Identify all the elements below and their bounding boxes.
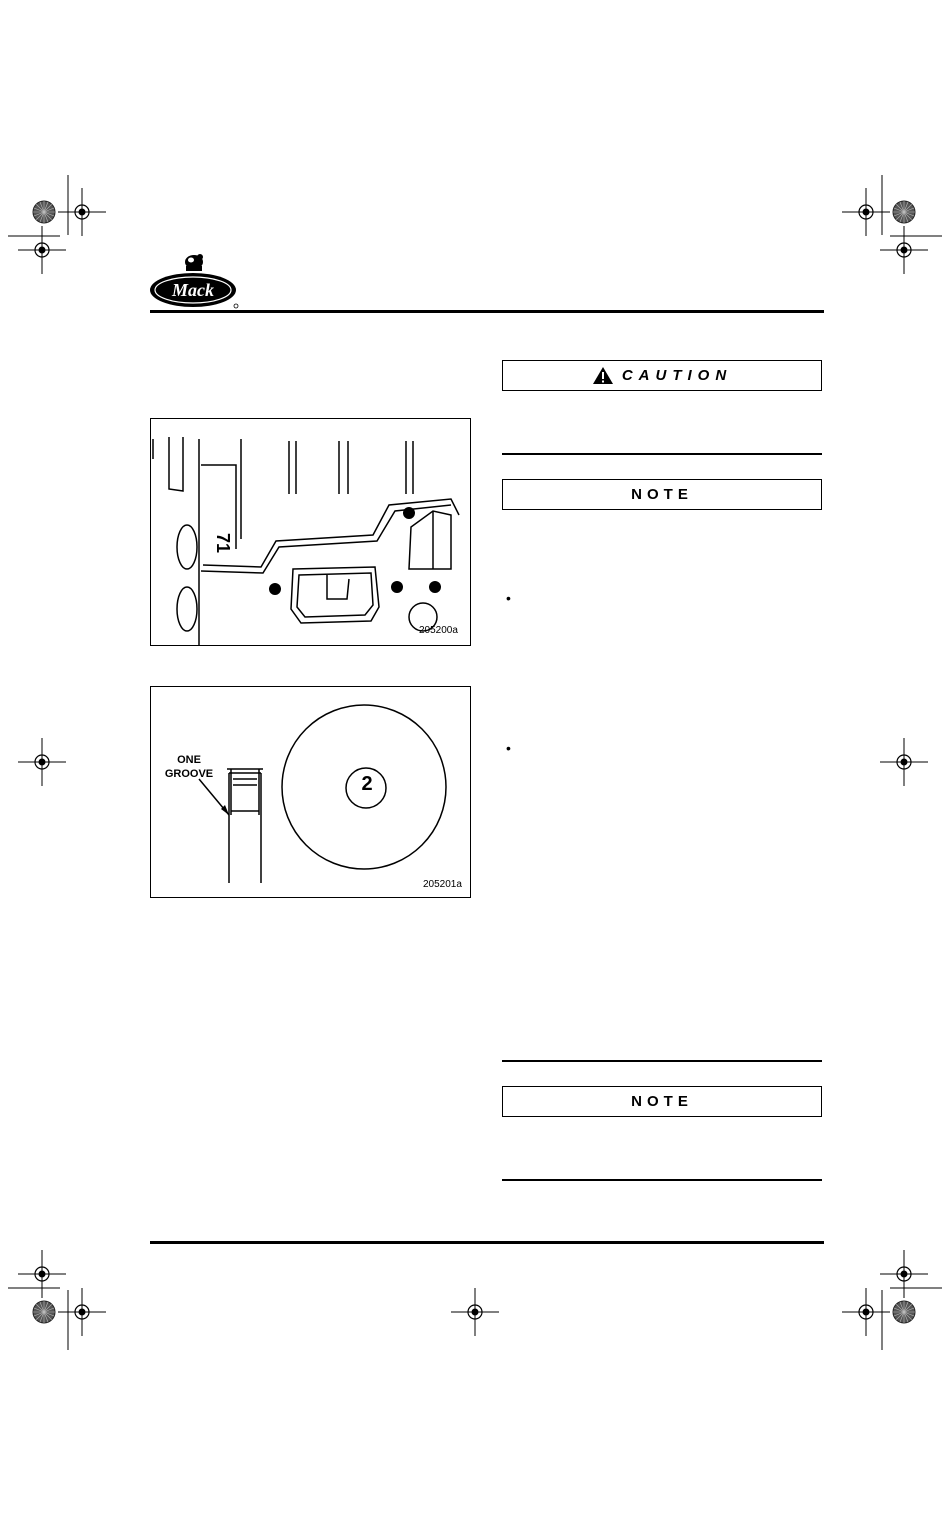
- caution-label: CAUTION: [621, 367, 733, 384]
- callout-line2: GROOVE: [164, 768, 214, 780]
- callout-label: [161, 753, 217, 781]
- warning-triangle-icon: [592, 366, 614, 385]
- note-label: NOTE: [631, 1093, 693, 1110]
- bullet: •: [506, 740, 511, 756]
- section-rule: [502, 1060, 822, 1062]
- figure-205201a: [150, 686, 471, 898]
- figure-code: 205201a: [423, 879, 462, 890]
- note-end-rule: [502, 1179, 822, 1181]
- bullet: •: [506, 590, 511, 606]
- svg-text:Mack: Mack: [172, 280, 214, 300]
- casting-marking: 71: [213, 533, 233, 554]
- figure-code: 205200a: [419, 625, 458, 636]
- footer-rule: [150, 1241, 824, 1244]
- callout-line1: ONE: [177, 754, 201, 766]
- caution-box: [502, 360, 822, 391]
- header-rule: [150, 310, 824, 313]
- note-box: [502, 479, 822, 510]
- figure-205200a: [150, 418, 471, 646]
- note-label: NOTE: [631, 486, 693, 503]
- mack-logo: [148, 248, 240, 312]
- caution-end-rule: [502, 453, 822, 455]
- circle-number: 2: [361, 773, 373, 795]
- bulldog-icon: [185, 254, 203, 271]
- note-box: [502, 1086, 822, 1117]
